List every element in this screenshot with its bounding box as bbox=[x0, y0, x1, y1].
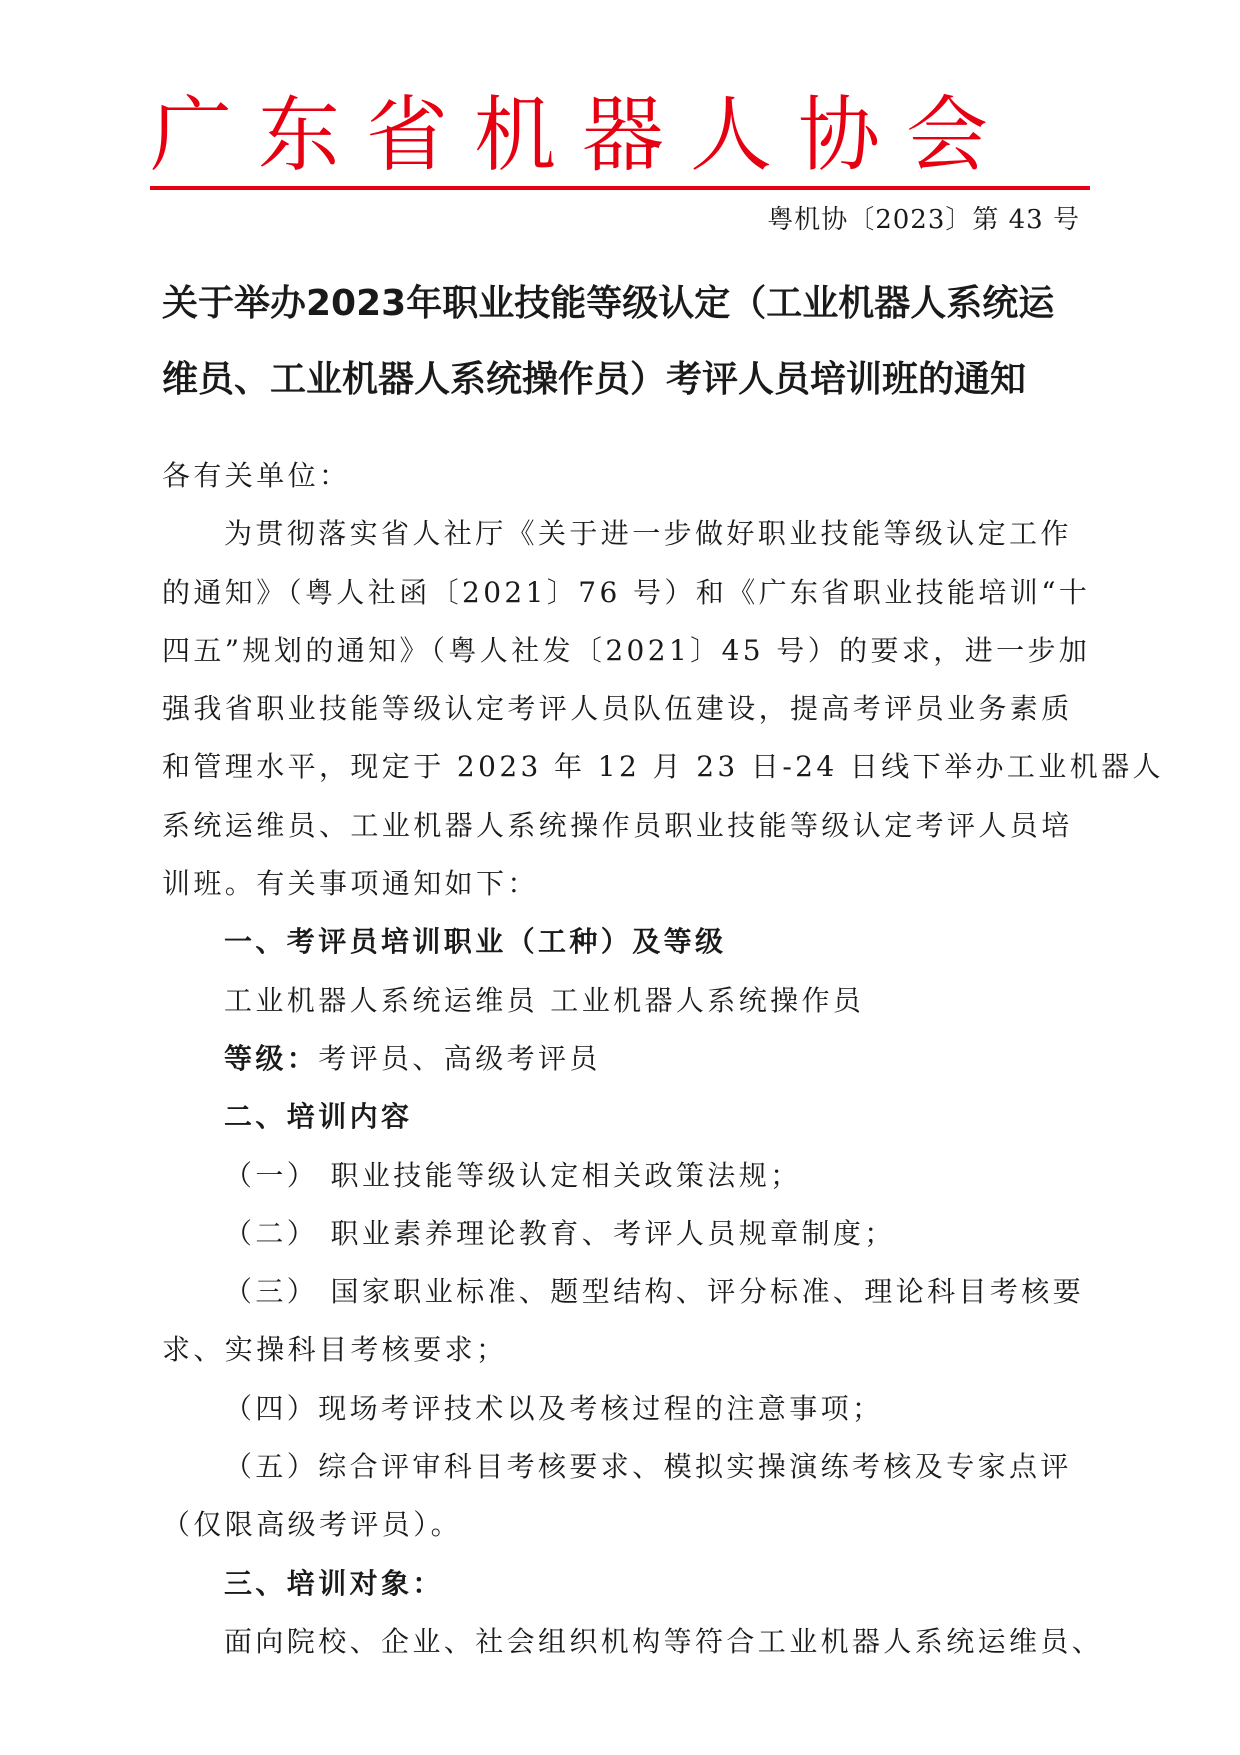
paragraph-line: 强我省职业技能等级认定考评人员队伍建设，提高考评员业务素质 bbox=[162, 692, 1073, 726]
paragraph-line: 的通知》（粤人社函〔2021〕76 号）和《广东省职业技能培训“十 bbox=[162, 575, 1091, 609]
paragraph-line: 四五”规划的通知》（粤人社发〔2021〕45 号）的要求，进一步加 bbox=[162, 633, 1091, 667]
list-item-continuation: 求、实操科目考核要求； bbox=[162, 1333, 508, 1367]
list-item: （一） 职业技能等级认定相关政策法规； bbox=[224, 1158, 802, 1192]
document-title-line: 维员、工业机器人系统操作员）考评人员培训班的通知 bbox=[162, 359, 1027, 400]
section-heading-3: 三、培训对象： bbox=[224, 1566, 444, 1600]
section-heading-2: 二、培训内容 bbox=[224, 1100, 413, 1134]
list-item: （四）现场考评技术以及考核过程的注意事项； bbox=[224, 1391, 884, 1425]
document-body bbox=[162, 447, 1164, 1671]
paragraph-line: 系统运维员、工业机器人系统操作员职业技能等级认定考评人员培 bbox=[162, 808, 1073, 842]
paragraph-line: 面向院校、企业、社会组织机构等符合工业机器人系统运维员、 bbox=[224, 1624, 1104, 1658]
occupations-line: 工业机器人系统运维员 工业机器人系统操作员 bbox=[224, 983, 865, 1017]
document-title-line: 关于举办2023年职业技能等级认定（工业机器人系统运 bbox=[162, 283, 1055, 324]
level-value: 考评员、高级考评员 bbox=[318, 1041, 601, 1075]
document-title bbox=[162, 266, 1092, 418]
paragraph-line: 和管理水平，现定于 2023 年 12 月 23 日-24 日线下举办工业机器人 bbox=[162, 750, 1164, 784]
document-number: 粤机协〔2023〕第 43 号 bbox=[767, 205, 1080, 235]
list-item: （五）综合评审科目考核要求、模拟实操演练考核及专家点评 bbox=[224, 1450, 1072, 1484]
paragraph-line: 训班。有关事项通知如下： bbox=[162, 867, 539, 901]
section-heading-1: 一、考评员培训职业（工种）及等级 bbox=[224, 925, 727, 959]
paragraph-line: 为贯彻落实省人社厅《关于进一步做好职业技能等级认定工作 bbox=[224, 517, 1072, 551]
letterhead-red-rule bbox=[150, 186, 1090, 190]
level-label: 等级： bbox=[224, 1041, 319, 1075]
list-item: （二） 职业素养理论教育、考评人员规章制度； bbox=[224, 1216, 896, 1250]
salutation: 各有关单位： bbox=[162, 459, 351, 492]
level-line bbox=[162, 1030, 1092, 1088]
list-item: （三） 国家职业标准、题型结构、评分标准、理论科目考核要 bbox=[224, 1275, 1085, 1309]
list-item-continuation: （仅限高级考评员）。 bbox=[162, 1508, 463, 1542]
org-letterhead-title: 广东省机器人协会 bbox=[150, 88, 1015, 183]
